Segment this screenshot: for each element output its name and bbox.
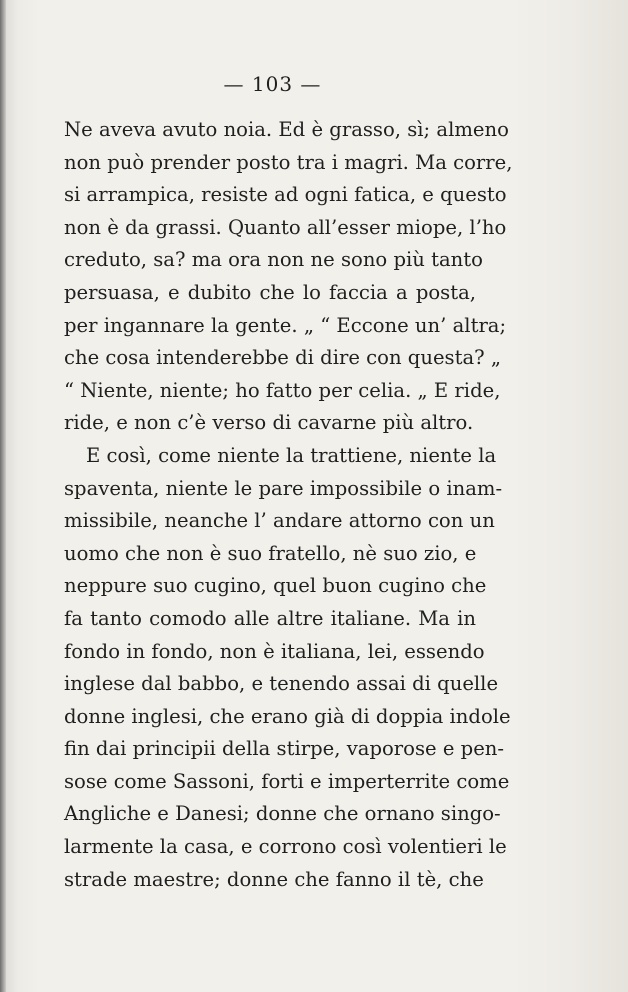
page-number: — 103 — (223, 72, 322, 96)
text-line: fa tanto comodo alle altre italiane. Ma in (64, 606, 476, 630)
text-line: per ingannare la gente. „ “ Eccone un’ altra; (64, 313, 507, 337)
text-line: creduto, sa? ma ora non ne sono più tanto (64, 248, 483, 272)
text-line: neppure suo cugino, quel buon cugino che (64, 574, 487, 598)
text-line: fondo in fondo, non è italiana, lei, essendo (64, 639, 485, 663)
body-text (64, 114, 513, 896)
text-line: che cosa intenderebbe di dire con questa? „ (64, 346, 502, 370)
text-line: non è da grassi. Quanto all’esser miope, l’ho (64, 215, 507, 239)
text-line: Angliche e Danesi; donne che ornano singo- (64, 802, 501, 826)
page-binding-edge (0, 0, 6, 992)
text-line: si arrampica, resiste ad ogni fatica, e questo (64, 183, 507, 207)
text-line: non può prender posto tra i magri. Ma corre, (64, 150, 513, 174)
text-line: missibile, neanche l’ andare attorno con un (64, 509, 495, 533)
text-line: uomo che non è suo fratello, nè suo zio, e (64, 541, 477, 565)
text-line: donne inglesi, che erano già di doppia indole (64, 704, 511, 728)
text-line: inglese dal babbo, e tenendo assai di quelle (64, 672, 499, 696)
text-line: fin dai principii della stirpe, vaporose e pen- (64, 737, 505, 761)
text-line: spaventa, niente le pare impossibile o inam- (64, 476, 503, 500)
text-line: ride, e non c’è verso di cavarne più altro. (64, 411, 474, 435)
text-line: persuasa, e dubito che lo faccia a posta, (64, 280, 476, 304)
text-line: sose come Sassoni, forti e imperterrite come (64, 769, 510, 793)
text-line: strade maestre; donne che fanno il tè, che (64, 867, 484, 891)
text-line: larmente la casa, e corrono così volentieri le (64, 835, 507, 859)
text-line: “ Niente, niente; ho fatto per celia. „ E ride, (64, 378, 501, 402)
text-line-paragraph-start: E così, come niente la trattiene, niente la (86, 443, 497, 467)
text-line: Ne aveva avuto noia. Ed è grasso, sì; almeno (64, 118, 509, 141)
